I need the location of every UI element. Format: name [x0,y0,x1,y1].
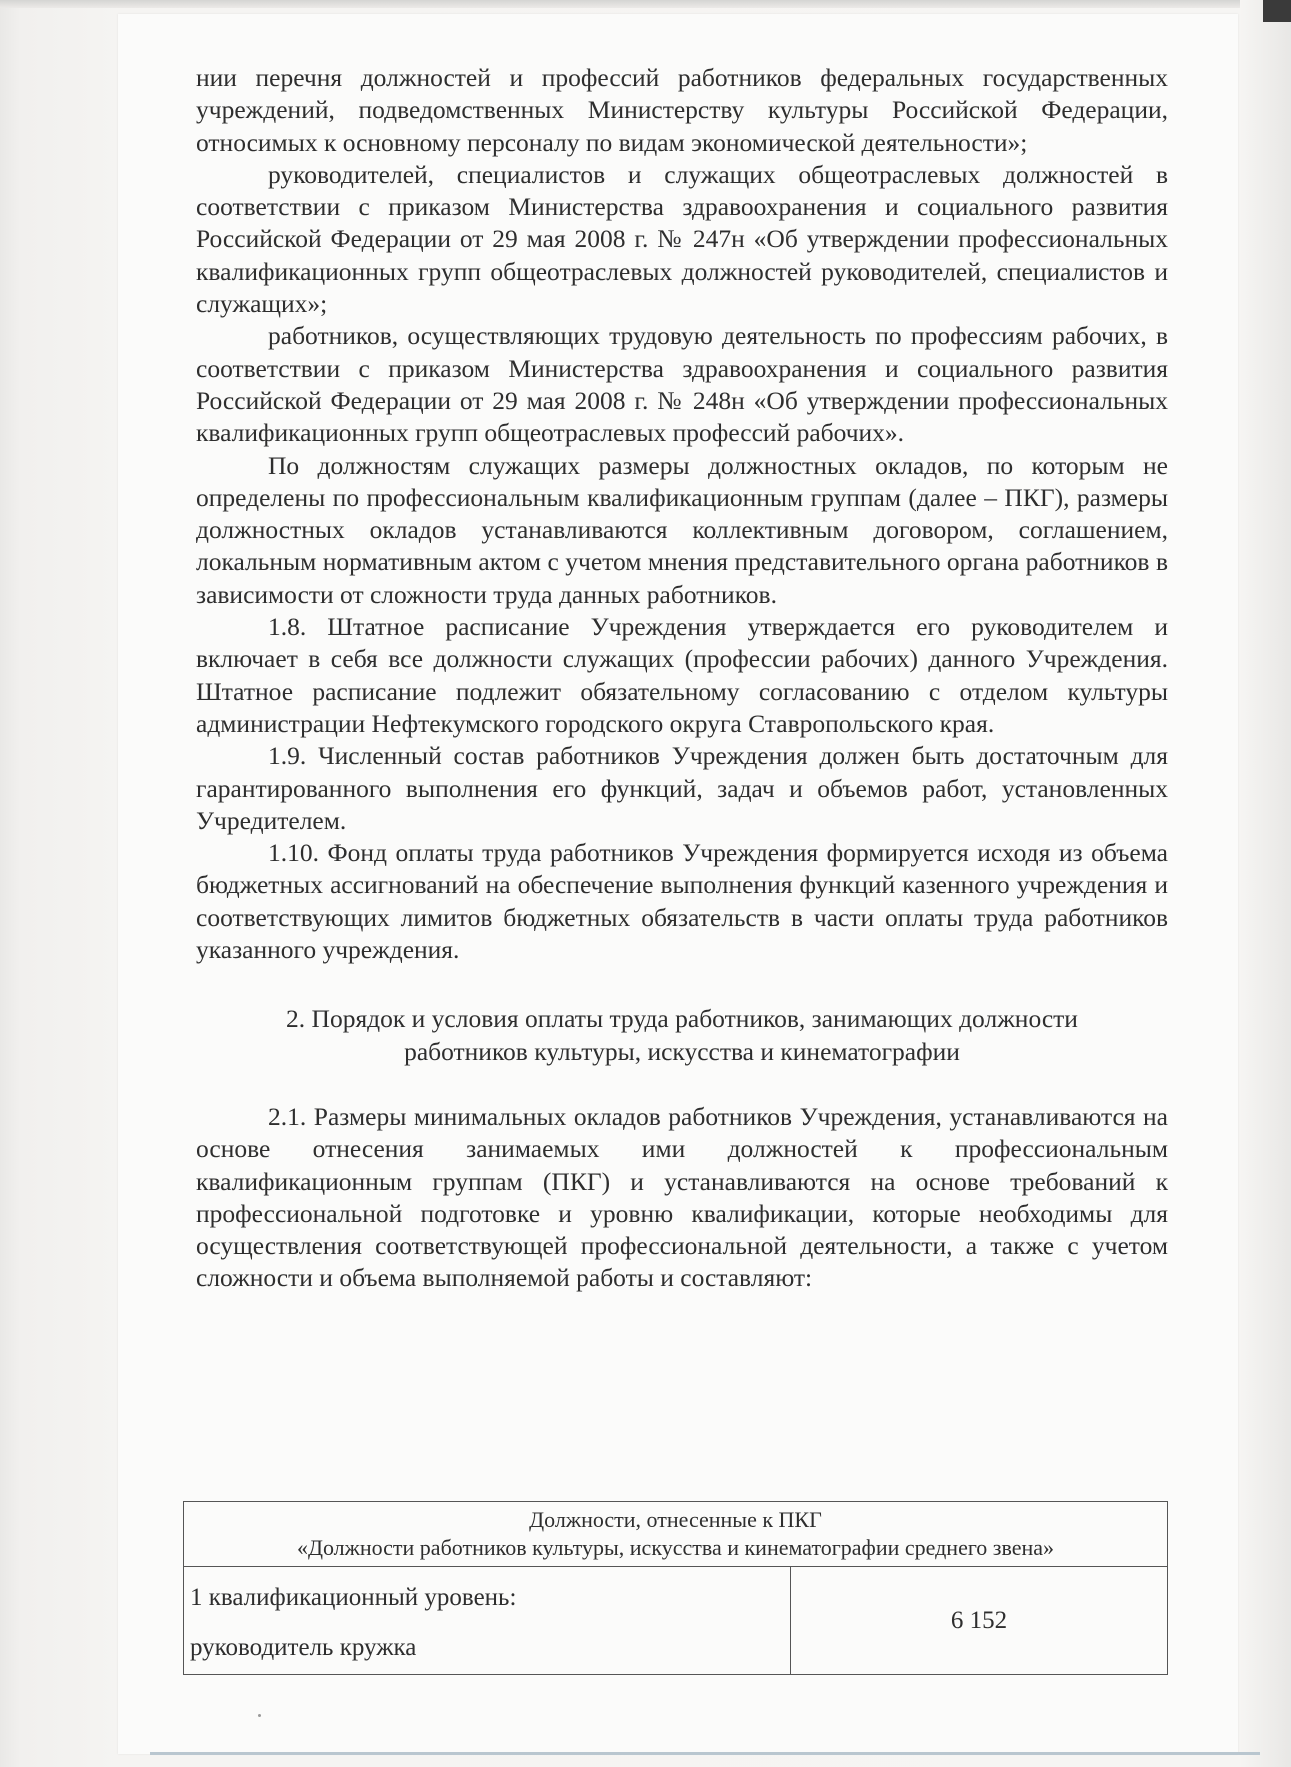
paragraph-2: руководителей, специалистов и служащих общеотраслевых должностей в соответствии с приказом Министерства здравоохранения и социального развития Российской Федерации от 29 мая 2008 г. № 247н «Об утверждении профессиональных квалификационных групп общеотраслевых должностей руководителей, специалистов и служащих»; [196,159,1168,319]
table-header-line-1: Должности, отнесенные к ПКГ [529,1507,822,1532]
paragraph-3: работников, осуществляющих трудовую деятельность по профессиям рабочих, в соответствии с приказом Министерства здравоохранения и социального развития Российской Федерации от 29 мая 2008 г. № 248н «Об утверждении профессиональных квалификационных групп общеотраслевых профессий рабочих». [196,321,1168,448]
paragraph-1-10: 1.10. Фонд оплаты труда работников Учреждения формируется исходя из объема бюджетных ассигнований на обеспечение выполнения функций казенного учреждения и соответствующих лимитов бюджетных обязательств в части оплаты труда работников указанного учреждения. [196,838,1168,965]
table-row [184,1567,1168,1675]
document-body [196,62,1168,1295]
table-level-cell [184,1567,791,1675]
scan-bottom-edge [150,1752,1260,1755]
table-header-line-2: «Должности работников культуры, искусства и кинематографии среднего звена» [296,1535,1055,1560]
paragraph-4: По должностям служащих размеры должностных окладов, по которым не определены по профессиональным квалификационным группам (далее – ПКГ), размеры должностных окладов устанавливаются коллективным договором, соглашением, локальным нормативным актом с учетом мнения представительного органа работников в зависимости от сложности труда данных работников. [196,450,1168,609]
qualification-level: 1 квалификационный уровень: [190,1583,517,1611]
scan-speck [258,1714,261,1717]
paragraph-1: нии перечня должностей и профессий работников федеральных государственных учреждений, подведомственных Министерству культуры Российской Федерации, относимых к основному персоналу по видам экономической деятельности»; [196,63,1168,157]
paragraph-2-1: 2.1. Размеры минимальных окладов работников Учреждения, устанавливаются на основе отнесения занимаемых ими должностей к профессиональным квалификационным группам (ПКГ) и устанавливаются на основе требований к профессиональной подготовке и уровню квалификации, которые необходимы для осуществления соответствующей профессиональной деятельности, а также с учетом сложности и объема выполняемой работы и составляют: [196,1101,1168,1293]
salary-value: 6 152 [791,1567,1168,1675]
table-header-row [184,1502,1168,1567]
paragraph-1-8: 1.8. Штатное расписание Учреждения утверждается его руководителем и включает в себя все должности служащих (профессии рабочих) данного Учреждения. Штатное расписание подлежит обязательному согласованию с отделом культуры администрации Нефтекумского городского округа Ставропольского края. [196,612,1168,738]
salary-table [183,1501,1168,1675]
section-heading: 2. Порядок и условия оплаты труда работников, занимающих должности работников культуры, искусства и кинематографии [286,1004,1078,1066]
position-name: руководитель кружка [190,1633,417,1661]
table-header-cell [184,1502,1168,1567]
paragraph-1-9: 1.9. Численный состав работников Учреждения должен быть достаточным для гарантированного выполнения его функций, задач и объемов работ, установленных Учредителем. [196,741,1168,835]
scan-top-edge [0,0,1240,8]
scan-corner-mark [1263,0,1291,22]
